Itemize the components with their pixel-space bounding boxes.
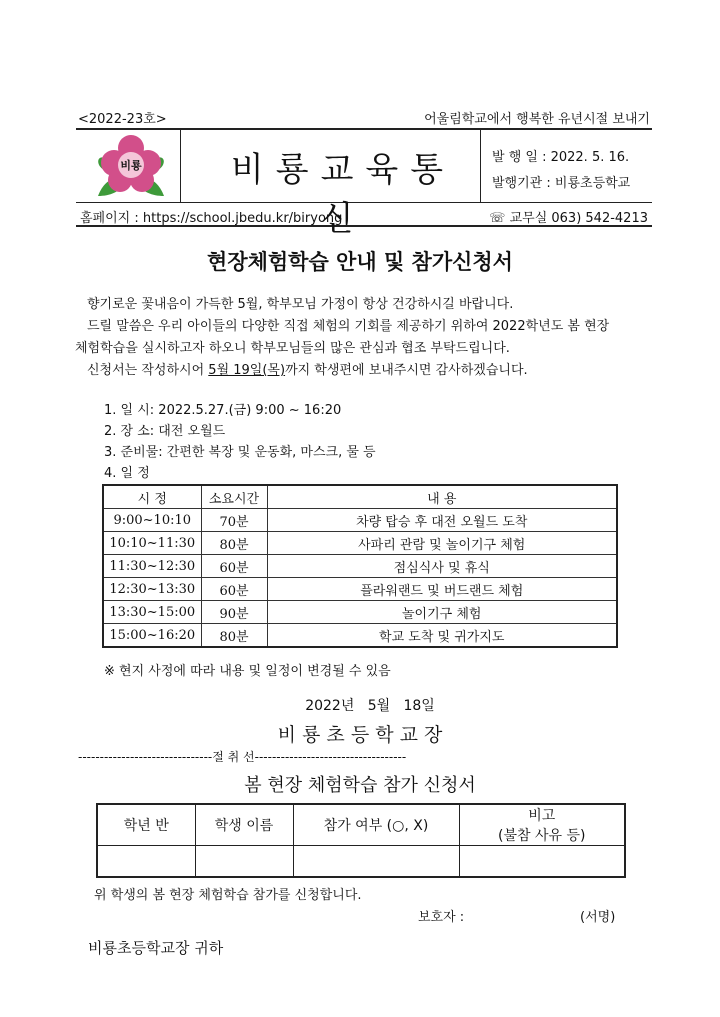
cut-line: -------------------------------절 취 선----------------------------------- [78, 750, 407, 764]
form-header-row: 학년 반 학생 이름 참가 여부 (○, X) 비고 (불참 사유 등) [97, 804, 625, 846]
due-date: 5월 19일(목) [208, 363, 286, 378]
remark-field[interactable] [459, 846, 625, 877]
table-row: 13:30~15:00 90분 놀이기구 체험 [103, 601, 617, 624]
info-list: 1. 일 시: 2022.5.27.(금) 9:00 ~ 16:20 2. 장 소: 대전 오월드 3. 준비물: 간편한 복장 및 운동화, 마스크, 물 등 4. 일 정 [104, 403, 376, 481]
publish-date: 발 행 일 : 2022. 5. 16. [492, 150, 630, 165]
application-form-table [96, 803, 626, 878]
svg-text:비룡: 비룡 [120, 159, 142, 172]
phone-icon: ☏ [489, 211, 506, 226]
principal-signature: 비 룡 초 등 학 교 장 [277, 724, 443, 746]
student-name-field[interactable] [195, 846, 293, 877]
form-title: 봄 현장 체험학습 참가 신청서 [244, 775, 476, 796]
intro-paragraph: 향기로운 꽃내음이 가득한 5월, 학부모님 가정이 항상 건강하시길 바랍니다. 드릴 말씀은 우리 아이들의 다양한 직접 체험의 기회를 제공하기 위하여 2022학년도 봄 현장 체험학습을 실시하고자 하오니 학부모님들의 많은 관심과 협조 부탁드립니다. 신청서는 작성하시어 5월 19일(목)까지 학생편에 보내주시면 감사하겠습니다. [75, 297, 610, 378]
table-row: 11:30~12:30 60분 점심식사 및 휴식 [103, 555, 617, 578]
issue-number: <2022-23호> [78, 112, 167, 127]
publisher: 발행기관 : 비룡초등학교 [492, 176, 631, 191]
addressee: 비룡초등학교장 귀하 [88, 939, 224, 957]
homepage-link[interactable]: https://school.jbedu.kr/biryong [142, 211, 343, 226]
participation-field[interactable] [293, 846, 459, 877]
application-statement: 위 학생의 봄 현장 체험학습 참가를 신청합니다. [94, 888, 362, 903]
table-row: 9:00~10:10 70분 차량 탑승 후 대전 오월드 도착 [103, 509, 617, 532]
grade-class-field[interactable] [97, 846, 195, 877]
document-title: 현장체험학습 안내 및 참가신청서 [207, 250, 513, 274]
table-row: 15:00~16:20 80분 학교 도착 및 귀가지도 [103, 624, 617, 648]
office-phone: ☏ 교무실 063) 542-4213 [489, 211, 648, 226]
sign-date: 2022년 5월 18일 [305, 698, 435, 714]
slogan: 어울림학교에서 행복한 유년시절 보내기 [424, 112, 650, 127]
guardian-label: 보호자 : [418, 910, 465, 925]
schedule-header-row: 시 정 소요시간 내 용 [103, 485, 617, 509]
signature-label: (서명) [580, 910, 616, 925]
homepage: 홈페이지 : https://school.jbedu.kr/biryong [80, 211, 343, 226]
table-row: 10:10~11:30 80분 사파리 관람 및 놀이기구 체험 [103, 532, 617, 555]
school-emblem [90, 130, 172, 202]
newsletter-title: 비룡교육통신 [230, 150, 456, 239]
table-row: 12:30~13:30 60분 플라워랜드 및 버드랜드 체험 [103, 578, 617, 601]
schedule-table [102, 484, 618, 648]
form-entry-row [97, 846, 625, 877]
schedule-note: ※ 현지 사정에 따라 내용 및 일정이 변경될 수 있음 [104, 664, 391, 679]
